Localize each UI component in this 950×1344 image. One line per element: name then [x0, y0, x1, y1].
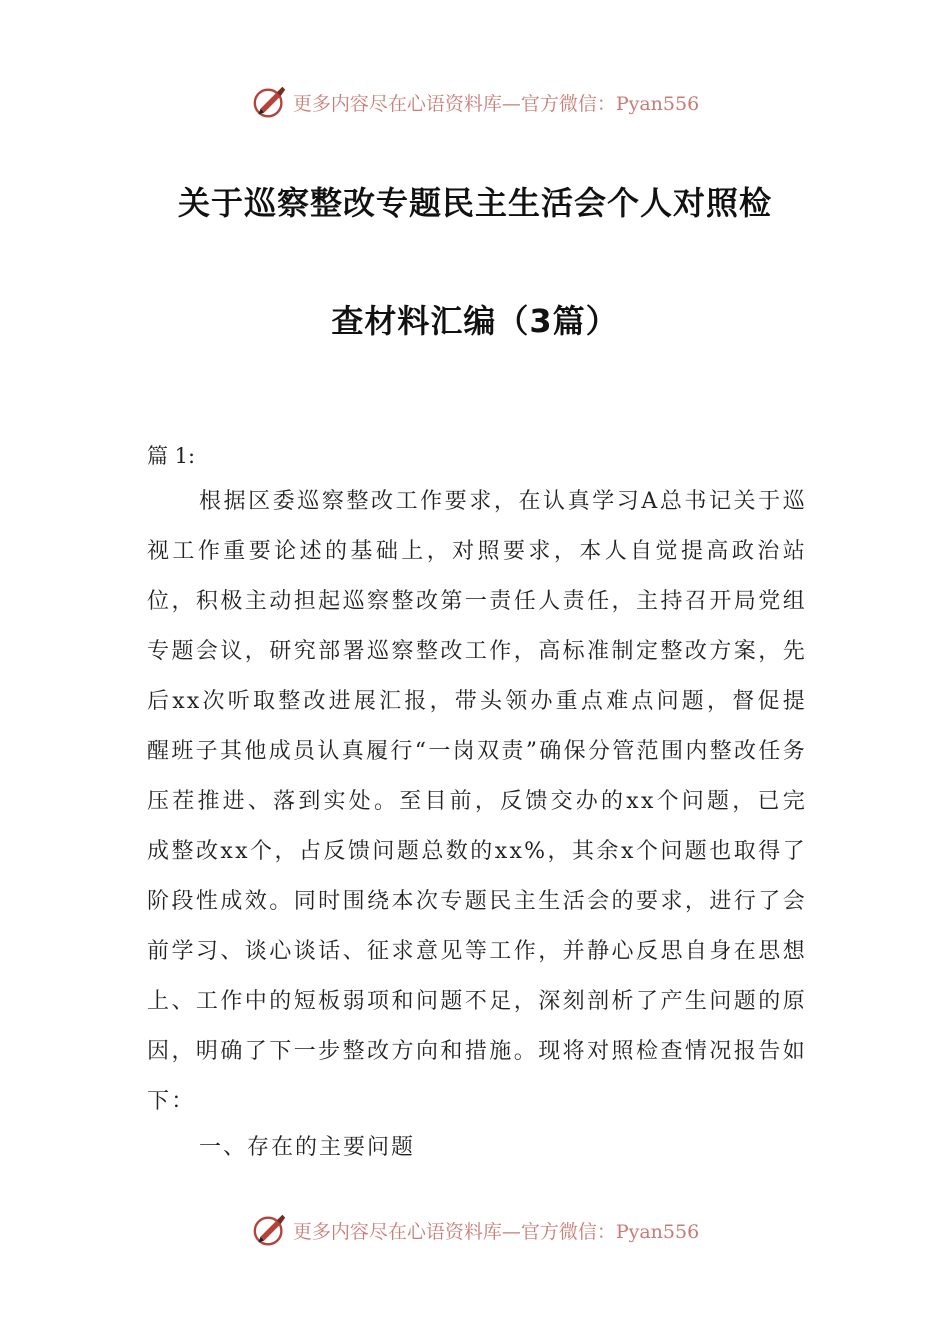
- document-title-line-2: 查材料汇编（3篇）: [331, 302, 619, 340]
- header-banner-text: 更多内容尽在心语资料库—官方微信：Pyan556: [292, 92, 700, 115]
- pen-logo-icon: [251, 1211, 289, 1249]
- pen-logo-icon: [251, 83, 289, 121]
- footer-banner-text: 更多内容尽在心语资料库—官方微信：Pyan556: [292, 1220, 700, 1243]
- section-label: 篇 1:: [147, 444, 196, 468]
- footer-banner: [0, 1210, 950, 1250]
- document-title-line-1: 关于巡察整改专题民主生活会个人对照检: [177, 184, 772, 222]
- header-banner: [0, 82, 950, 122]
- section-heading: 一、存在的主要问题: [199, 1135, 416, 1160]
- body-paragraph: 根据区委巡察整改工作要求，在认真学习A总书记关于巡视工作重要论述的基础上，对照要求，本人自觉提高政治站位，积极主动担起巡察整改第一责任人责任，主持召开局党组专题会议，研究部署巡察整改工作，高标准制定整改方案，先后xx次听取整改进展汇报，带头领办重点难点问题，督促提醒班子其他成员认真履行“一岗双责”确保分管范围内整改任务压茬推进、落到实处。至目前，反馈交办的xx个问题，已完成整改xx个，占反馈问题总数的xx%，其余x个问题也取得了阶段性成效。同时围绕本次专题民主生活会的要求，进行了会前学习、谈心谈话、征求意见等工作，并静心反思自身在思想上、工作中的短板弱项和问题不足，深刻剖析了产生问题的原因，明确了下一步整改方向和措施。现将对照检查情况报告如下：: [147, 489, 807, 1114]
